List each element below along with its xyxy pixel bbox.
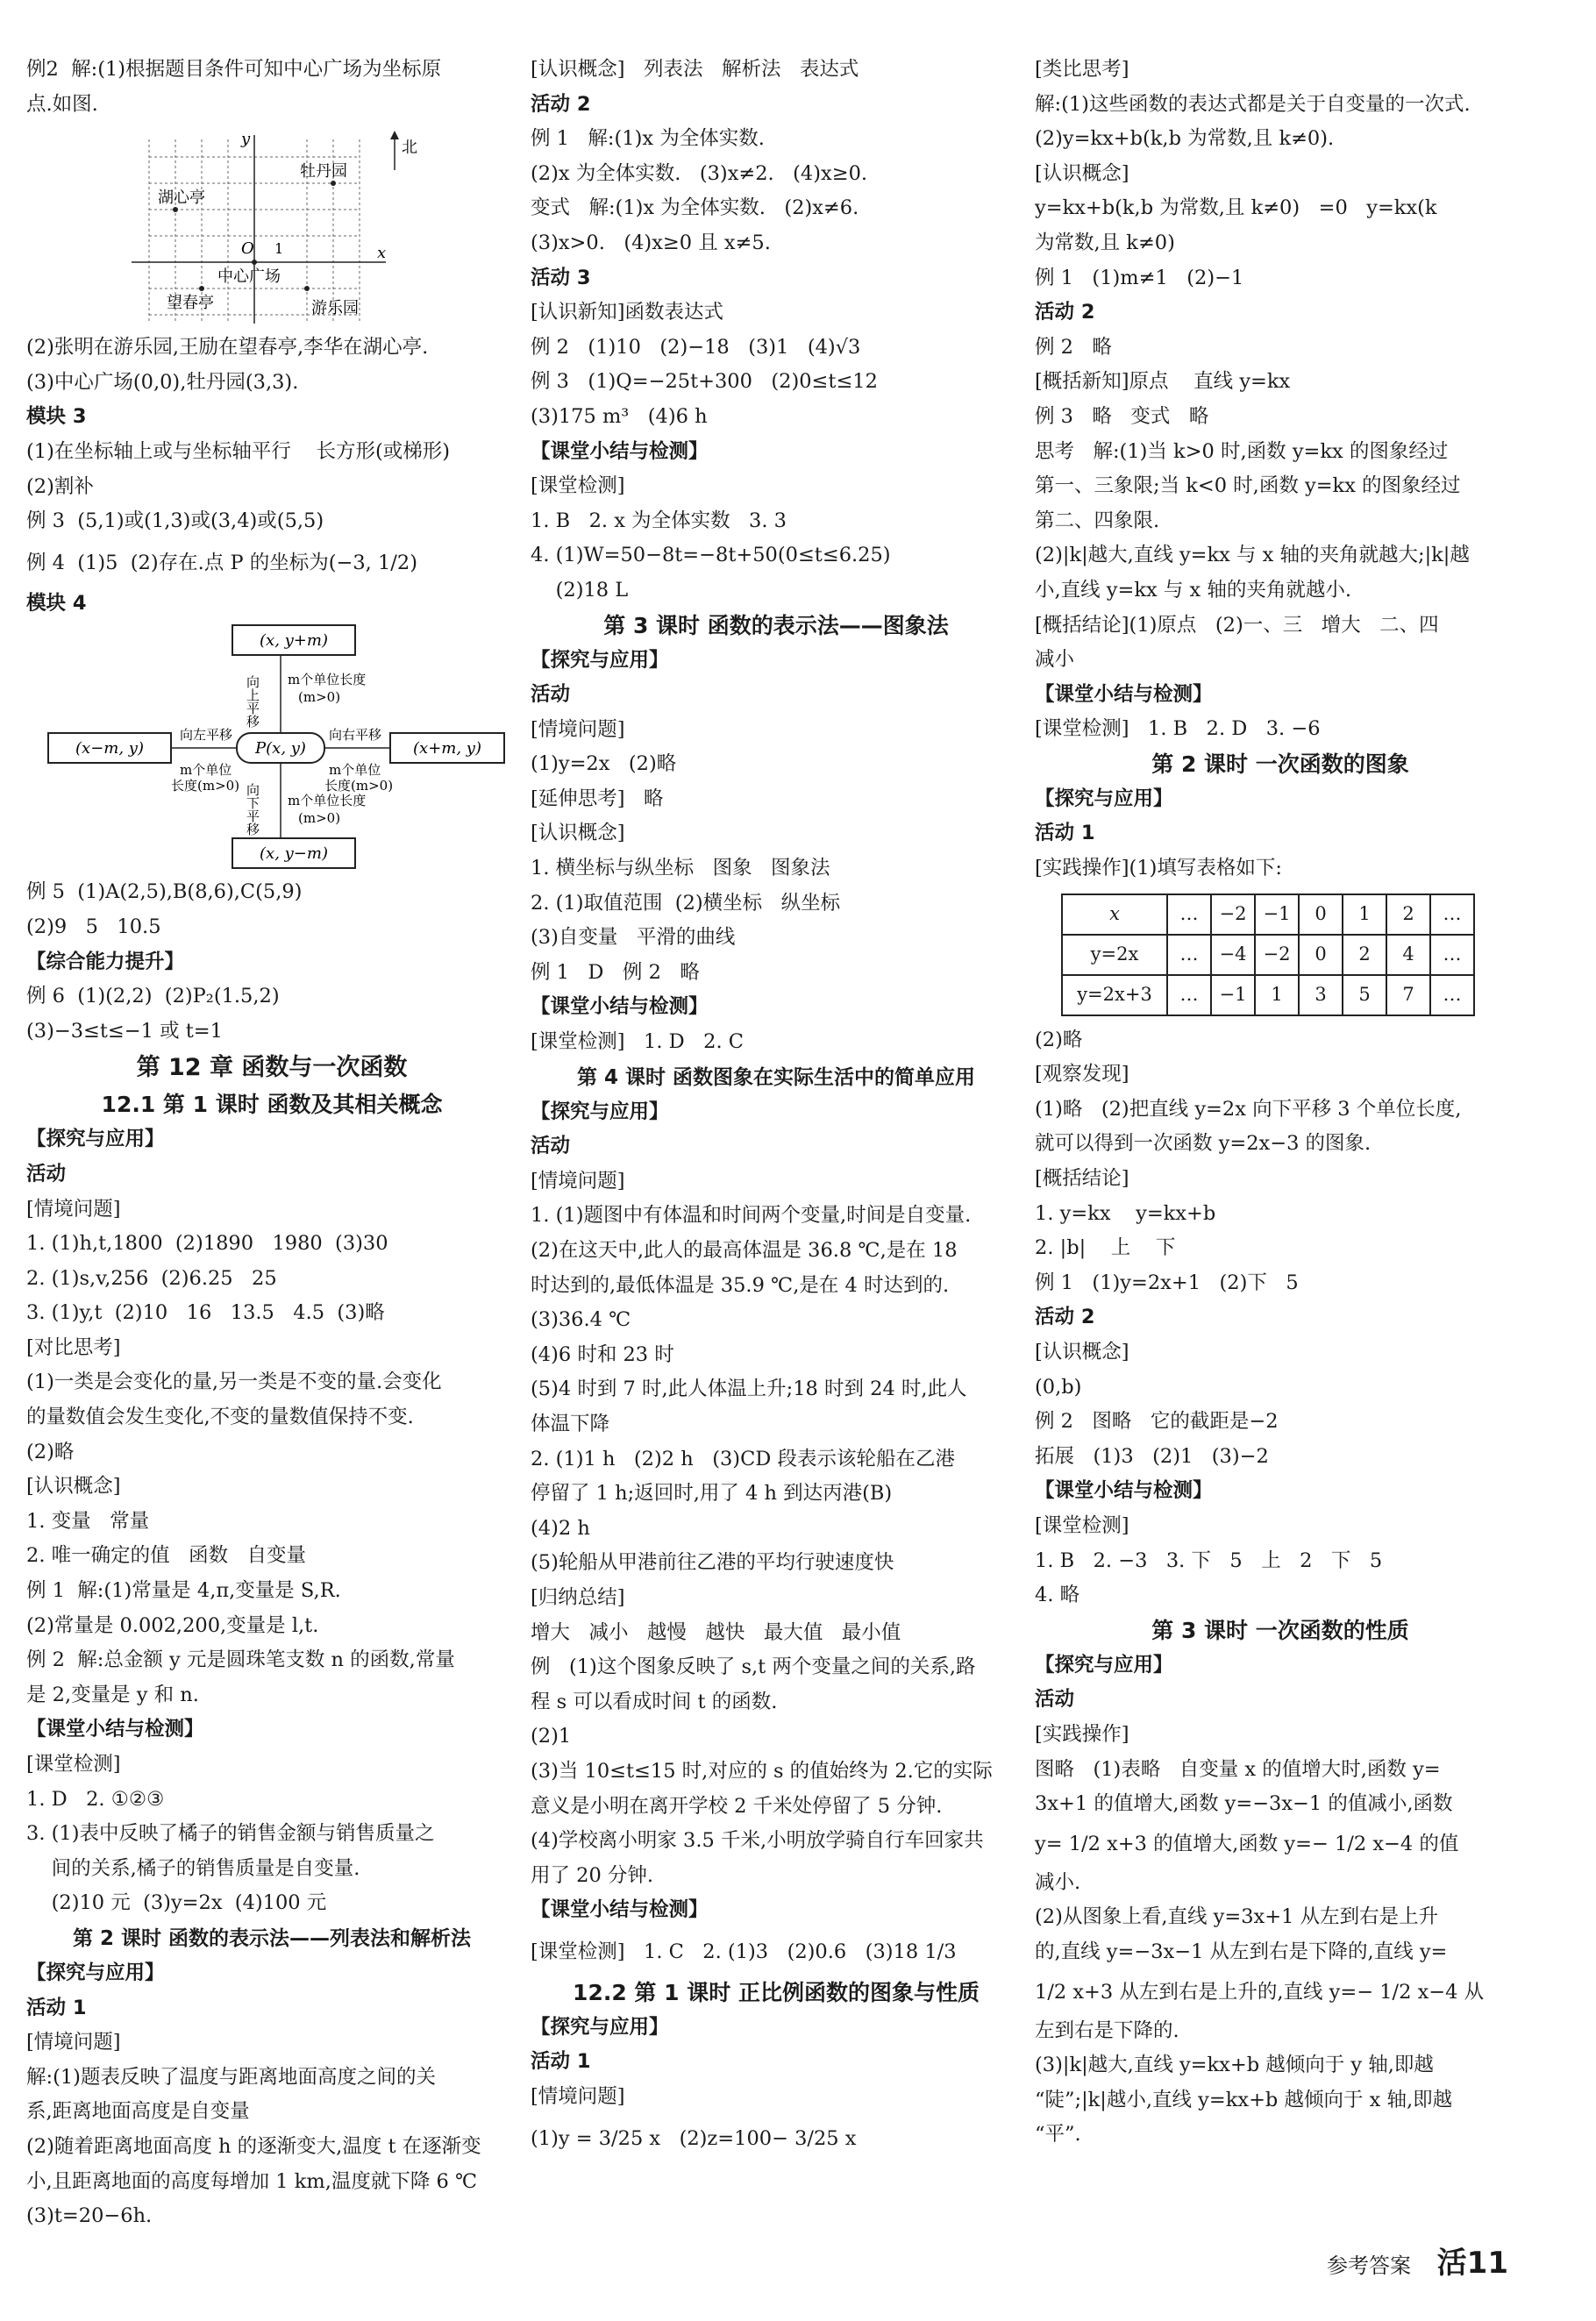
- table-cell: 1: [1255, 975, 1299, 1015]
- text-line: 点.如图.: [26, 92, 98, 116]
- text-line: (2)割补: [26, 474, 94, 498]
- text-line: (5)轮船从甲港前往乙港的平均行驶速度快: [531, 1551, 894, 1575]
- table-cell: −2: [1255, 935, 1299, 975]
- text-line: [情境问题]: [531, 717, 625, 741]
- north-label: 北: [402, 139, 417, 158]
- text-line: 例 1 解:(1)x 为全体实数.: [531, 127, 765, 151]
- svg-text:(x, y+m): (x, y+m): [260, 631, 328, 651]
- svg-text:m个单位长度: m个单位长度: [288, 793, 367, 809]
- section-label: 活动 2: [531, 92, 591, 116]
- text-line: [课堂检测]: [26, 1753, 121, 1776]
- text-line: [情境问题]: [531, 2085, 625, 2109]
- text-line: 用了 20 分钟.: [531, 1863, 654, 1887]
- section-label: 【探究与应用】: [531, 1100, 669, 1123]
- text-line: 例 2 (1)10 (2)−18 (3)1 (4)√3: [531, 335, 861, 359]
- svg-text:长度(m>0): 长度(m>0): [171, 778, 240, 794]
- text-line: 3. (1)表中反映了橘子的销售金额与销售质量之: [26, 1822, 435, 1846]
- text-line: “平”.: [1035, 2123, 1081, 2147]
- text-line: 2. |b| 上 下: [1035, 1236, 1176, 1260]
- section-label: 【探究与应用】: [26, 1128, 165, 1151]
- text-line: (2)x 为全体实数. (3)x≠2. (4)x≥0.: [531, 161, 868, 185]
- text-line: [课堂检测] 1. B 2. D 3. −6: [1035, 717, 1321, 741]
- text-line: (1)略 (2)把直线 y=2x 向下平移 3 个单位长度,: [1035, 1097, 1462, 1121]
- text-line: 例 (1)这个图象反映了 s,t 两个变量之间的关系,路: [531, 1655, 976, 1679]
- svg-text:(x−m, y): (x−m, y): [75, 739, 144, 758]
- text-line: y=kx+b(k,b 为常数,且 k≠0) =0 y=kx(k: [1035, 196, 1437, 220]
- table-cell: …: [1430, 935, 1474, 975]
- text-line: [延伸思考] 略: [531, 787, 664, 810]
- table-row: [1062, 935, 1474, 975]
- text-line: 间的关系,橘子的销售质量是自变量.: [26, 1856, 360, 1880]
- section-label: 【探究与应用】: [26, 1961, 165, 1984]
- table-cell: …: [1430, 894, 1474, 935]
- table-cell: …: [1430, 975, 1474, 1015]
- text-line: (0,b): [1035, 1375, 1082, 1399]
- text-line: 解:(1)题表反映了温度与距离地面高度之间的关: [26, 2065, 436, 2089]
- table-cell: 3: [1299, 975, 1343, 1015]
- text-line: 1. 变量 常量: [26, 1509, 150, 1533]
- text-line: (5)4 时到 7 时,此人体温上升;18 时到 24 时,此人: [531, 1378, 967, 1401]
- table-row: [1062, 975, 1474, 1015]
- text-line: 意义是小明在离开学校 2 千米处停留了 5 分钟.: [531, 1794, 943, 1818]
- text-line: [类比思考]: [1035, 58, 1129, 81]
- lesson-heading: 第 2 课时 一次函数的图象: [1151, 751, 1409, 777]
- table-cell: …: [1167, 935, 1211, 975]
- translation-svg: [26, 621, 517, 875]
- text-line: 3x+1 的值增大,函数 y=−3x−1 的值减小,函数: [1035, 1792, 1453, 1816]
- value-table: [1061, 894, 1475, 1016]
- text-line: (3)x>0. (4)x≥0 且 x≠5.: [531, 231, 771, 254]
- text-line: 4. (1)W=50−8t=−8t+50(0≤t≤6.25): [531, 544, 891, 567]
- text-line: (1)y = 3/25 x (2)z=100− 3/25 x: [531, 2126, 857, 2150]
- text-line: 图略 (1)表略 自变量 x 的值增大时,函数 y=: [1035, 1757, 1441, 1781]
- svg-text:m个单位: m个单位: [329, 762, 381, 779]
- text-line: 时达到的,最低体温是 35.9 ℃,是在 4 时达到的.: [531, 1273, 950, 1297]
- table-cell: 5: [1343, 975, 1386, 1015]
- text-line: 例 3 略 变式 略: [1035, 404, 1209, 428]
- section-label: 【综合能力提升】: [26, 950, 185, 973]
- text-line: 例 2 图略 它的截距是−2: [1035, 1410, 1279, 1434]
- text-line: [课堂检测]: [1035, 1513, 1129, 1537]
- lesson-heading: 第 3 课时 函数的表示法——图象法: [603, 612, 949, 638]
- table-cell: −4: [1211, 935, 1255, 975]
- zhongxin-label: 中心广场: [217, 267, 281, 287]
- chapter-heading: 第 12 章 函数与一次函数: [136, 1054, 408, 1082]
- text-line: 例 2 解:总金额 y 元是圆珠笔支数 n 的函数,常量: [26, 1648, 455, 1672]
- text-line: 2. (1)1 h (2)2 h (3)CD 段表示该轮船在乙港: [531, 1447, 955, 1470]
- table-cell: −1: [1211, 975, 1255, 1015]
- text-line: 小,直线 y=kx 与 x 轴的夹角就越小.: [1035, 578, 1351, 602]
- text-line: 1. B 2. x 为全体实数 3. 3: [531, 509, 787, 532]
- text-line: 1. y=kx y=kx+b: [1035, 1201, 1216, 1225]
- text-line: 1. (1)题图中有体温和时间两个变量,时间是自变量.: [531, 1204, 972, 1228]
- huxin-label: 湖心亭: [158, 189, 205, 208]
- text-line: 4. 略: [1035, 1584, 1080, 1607]
- text-line: y= 1/2 x+3 的值增大,函数 y=− 1/2 x−4 的值: [1035, 1832, 1459, 1855]
- text-line: (3)175 m³ (4)6 h: [531, 404, 708, 428]
- svg-text:向右平移: 向右平移: [329, 727, 382, 744]
- text-line: (2)随着距离地面高度 h 的逐渐变大,温度 t 在逐渐变: [26, 2134, 481, 2158]
- text-line: 例 1 解:(1)常量是 4,π,变量是 S,R.: [26, 1579, 341, 1603]
- column-3: [1035, 53, 1526, 2153]
- column-2: [531, 53, 1022, 2162]
- text-line: 体温下降: [531, 1412, 610, 1435]
- text-line: 就可以得到一次函数 y=2x−3 的图象.: [1035, 1132, 1372, 1156]
- text-line: [课堂检测] 1. D 2. C: [531, 1030, 744, 1054]
- text-line: [观察发现]: [1035, 1063, 1129, 1086]
- table-cell: 0: [1299, 894, 1343, 935]
- table-cell: 2: [1343, 935, 1386, 975]
- text-line: [认识概念] 列表法 解析法 表达式: [531, 58, 859, 81]
- section-label: 活动: [531, 683, 571, 707]
- page-footer: [1327, 2239, 1508, 2282]
- text-line: 的量数值会发生变化,不变的量数值保持不变.: [26, 1406, 414, 1429]
- svg-text:向上平移: 向上平移: [245, 675, 260, 729]
- text-line: 为常数,且 k≠0): [1035, 231, 1175, 254]
- text-line: (2)从图象上看,直线 y=3x+1 从左到右是上升: [1035, 1905, 1439, 1929]
- text-line: (3)中心广场(0,0),牡丹园(3,3).: [26, 370, 299, 394]
- text-line: 左到右是下降的.: [1035, 2018, 1179, 2042]
- section-label: 活动 1: [1035, 822, 1095, 845]
- table-cell: x: [1062, 894, 1167, 935]
- text-line: (4)6 时和 23 时: [531, 1342, 674, 1366]
- text-line: “陡”;|k|越小,直线 y=kx+b 越倾向于 x 轴,即越: [1035, 2088, 1453, 2111]
- lesson-heading: 12.2 第 1 课时 正比例函数的图象与性质: [573, 1979, 980, 2005]
- table-cell: 2: [1386, 894, 1430, 935]
- text-line: [认识新知]函数表达式: [531, 301, 724, 324]
- table-cell: 7: [1386, 975, 1430, 1015]
- svg-text:向左平移: 向左平移: [180, 727, 233, 744]
- text-line: (4)2 h: [531, 1516, 590, 1540]
- section-label: 活动 1: [26, 1996, 87, 2019]
- section-label: 【课堂小结与检测】: [531, 1898, 709, 1922]
- text-line: 1. 横坐标与纵坐标 图象 图象法: [531, 857, 830, 880]
- svg-text:m个单位长度: m个单位长度: [288, 672, 367, 688]
- section-label: 【探究与应用】: [1035, 787, 1173, 810]
- section-label: 【探究与应用】: [531, 2015, 669, 2039]
- text-line: (2)略: [26, 1440, 75, 1463]
- text-line: 拓展 (1)3 (2)1 (3)−2: [1035, 1444, 1269, 1468]
- svg-text:P(x, y): P(x, y): [255, 739, 306, 758]
- text-line: (3)−3≤t≤−1 或 t=1: [26, 1019, 223, 1043]
- text-line: (4)学校离小明家 3.5 千米,小明放学骑自行车回家共: [531, 1829, 984, 1853]
- section-label: 活动: [26, 1162, 67, 1185]
- lesson-heading: 第 2 课时 函数的表示法——列表法和解析法: [72, 1926, 472, 1950]
- text-line: (2)18 L: [531, 578, 629, 602]
- text-line: 2. 唯一确定的值 函数 自变量: [26, 1544, 307, 1568]
- text-line: 解:(1)这些函数的表达式都是关于自变量的一次式.: [1035, 92, 1471, 116]
- section-label: 【课堂小结与检测】: [1035, 682, 1213, 706]
- svg-text:(x+m, y): (x+m, y): [413, 739, 481, 758]
- text-line: [认识概念]: [531, 822, 625, 845]
- table-cell: y=2x+3: [1062, 975, 1167, 1015]
- lesson-heading: 第 4 课时 函数图象在实际生活中的简单应用: [576, 1065, 976, 1089]
- table-cell: 1: [1343, 894, 1386, 935]
- text-line: 减小.: [1035, 1870, 1081, 1894]
- svg-text:(m>0): (m>0): [298, 689, 341, 706]
- text-line: 第二、四象限.: [1035, 509, 1160, 532]
- text-line: (2)9 5 10.5: [26, 915, 161, 938]
- text-line: (2)|k|越大,直线 y=kx 与 x 轴的夹角就越大;|k|越: [1035, 544, 1470, 567]
- footer-label: 参考答案: [1327, 2253, 1412, 2278]
- text-line: 例 3 (5,1)或(1,3)或(3,4)或(5,5): [26, 509, 324, 533]
- youle-label: 游乐园: [311, 299, 359, 318]
- svg-text:1: 1: [274, 240, 284, 258]
- text-line: (3)当 10≤t≤15 时,对应的 s 的值始终为 2.它的实际: [531, 1759, 993, 1783]
- text-line: (2)在这天中,此人的最高体温是 36.8 ℃,是在 18: [531, 1239, 958, 1262]
- text-line: 停留了 1 h;返回时,用了 4 h 到达丙港(B): [531, 1482, 893, 1506]
- text-line: (2)常量是 0.002,200,变量是 l,t.: [26, 1613, 319, 1637]
- table-cell: 4: [1386, 935, 1430, 975]
- text-line: 增大 减小 越慢 越快 最大值 最小值: [531, 1620, 901, 1644]
- text-line: 第一、三象限;当 k<0 时,函数 y=kx 的图象经过: [1035, 474, 1461, 498]
- svg-text:O: O: [241, 239, 254, 259]
- text-line: [归纳总结]: [531, 1585, 625, 1609]
- text-line: 是 2,变量是 y 和 n.: [26, 1683, 199, 1706]
- section-label: 模块 4: [26, 591, 87, 615]
- section-label: 活动 2: [1035, 1306, 1095, 1329]
- text-line: [课堂检测] 1. C 2. (1)3 (2)0.6 (3)18 1/3: [531, 1940, 957, 1963]
- text-line: [情境问题]: [26, 1197, 121, 1221]
- text-line: [课堂检测]: [531, 474, 625, 498]
- grid-svg: [26, 122, 417, 331]
- section-label: 【课堂小结与检测】: [1035, 1479, 1213, 1503]
- text-line: 2. (1)取值范围 (2)横坐标 纵坐标: [531, 891, 841, 915]
- svg-text:x: x: [377, 244, 387, 263]
- translation-diagram: [26, 621, 517, 875]
- svg-text:m个单位: m个单位: [180, 762, 232, 779]
- text-line: 1. D 2. ①②③: [26, 1787, 165, 1811]
- text-line: 例 1 (1)m≠1 (2)−1: [1035, 266, 1244, 289]
- text-line: 系,距离地面高度是自变量: [26, 2100, 250, 2124]
- section-label: 【探究与应用】: [1035, 1653, 1173, 1677]
- text-line: 的,直线 y=−3x−1 从左到右是下降的,直线 y=: [1035, 1940, 1448, 1963]
- text-line: 变式 解:(1)x 为全体实数. (2)x≠6.: [531, 196, 859, 220]
- page-number: 活11: [1436, 2246, 1508, 2281]
- text-line: 3. (1)y,t (2)10 16 13.5 4.5 (3)略: [26, 1301, 385, 1325]
- svg-text:y: y: [241, 130, 251, 149]
- text-line: 程 s 可以看成时间 t 的函数.: [531, 1690, 778, 1713]
- text-line: 小,且距离地面的高度每增加 1 km,温度就下降 6 ℃: [26, 2169, 478, 2193]
- text-line: 例2 解:(1)根据题目条件可知中心广场为坐标原: [26, 58, 442, 81]
- text-line: [情境问题]: [26, 2031, 121, 2054]
- table-cell: …: [1167, 975, 1211, 1015]
- text-line: (2)y=kx+b(k,b 为常数,且 k≠0).: [1035, 127, 1335, 151]
- text-line: (3)|k|越大,直线 y=kx+b 越倾向于 y 轴,即越: [1035, 2054, 1434, 2077]
- text-line: 例 3 (1)Q=−25t+300 (2)0≤t≤12: [531, 370, 878, 394]
- section-label: 活动 2: [1035, 301, 1095, 324]
- text-line: [实践操作](1)填写表格如下:: [1035, 857, 1283, 880]
- text-line: 减小: [1035, 648, 1075, 672]
- text-line: [概括结论]: [1035, 1167, 1129, 1191]
- section-label: 活动: [1035, 1688, 1075, 1712]
- text-line: [情境问题]: [531, 1169, 625, 1193]
- text-line: (1)y=2x (2)略: [531, 752, 677, 776]
- text-line: 2. (1)s,v,256 (2)6.25 25: [26, 1266, 277, 1290]
- text-line: [概括新知]原点 直线 y=kx: [1035, 370, 1291, 394]
- text-line: (2)1: [531, 1725, 572, 1748]
- text-line: 例 2 略: [1035, 335, 1112, 359]
- lesson-heading: 12.1 第 1 课时 函数及其相关概念: [101, 1092, 443, 1118]
- svg-text:长度(m>0): 长度(m>0): [324, 778, 394, 794]
- table-cell: y=2x: [1062, 935, 1167, 975]
- text-line: 1. B 2. −3 3. 下 5 上 2 下 5: [1035, 1549, 1383, 1572]
- lesson-heading: 第 3 课时 一次函数的性质: [1151, 1617, 1409, 1643]
- section-label: 【探究与应用】: [531, 648, 669, 672]
- text-line: 1. (1)h,t,1800 (2)1890 1980 (3)30: [26, 1232, 388, 1256]
- text-line: [对比思考]: [26, 1335, 121, 1359]
- text-line: 思考 解:(1)当 k>0 时,函数 y=kx 的图象经过: [1035, 439, 1449, 463]
- text-line: (2)略: [1035, 1028, 1083, 1051]
- section-label: 【课堂小结与检测】: [531, 439, 709, 463]
- wangchun-label: 望春亭: [167, 294, 214, 313]
- text-line: 例 6 (1)(2,2) (2)P₂(1.5,2): [26, 985, 280, 1008]
- text-line: 1/2 x+3 从左到右是上升的,直线 y=− 1/2 x−4 从: [1035, 1980, 1485, 2004]
- coordinate-grid-figure: [26, 122, 517, 331]
- column-1: [26, 53, 517, 2234]
- text-line: [认识概念]: [26, 1475, 121, 1499]
- svg-text:(x, y−m): (x, y−m): [260, 844, 328, 864]
- text-line: (1)一类是会变化的量,另一类是不变的量.会变化: [26, 1371, 442, 1394]
- table-cell: 0: [1299, 935, 1343, 975]
- text-line: 例 1 D 例 2 略: [531, 960, 700, 984]
- table-row: [1062, 894, 1474, 935]
- section-label: 活动 3: [531, 266, 591, 289]
- table-cell: …: [1167, 894, 1211, 935]
- text-line: [认识概念]: [1035, 1341, 1129, 1363]
- section-label: 活动 1: [531, 2050, 591, 2074]
- text-line: [概括结论](1)原点 (2)一、三 增大 二、四: [1035, 613, 1439, 637]
- text-line: (2)张明在游乐园,王励在望春亭,李华在湖心亭.: [26, 336, 429, 360]
- text-line: (3)36.4 ℃: [531, 1308, 631, 1332]
- text-line: (2)10 元 (3)y=2x (4)100 元: [26, 1891, 327, 1915]
- table-cell: −1: [1255, 894, 1299, 935]
- text-line: (3)t=20−6h.: [26, 2204, 153, 2228]
- text-line: [实践操作]: [1035, 1722, 1129, 1746]
- text-line: 例 4 (1)5 (2)存在.点 P 的坐标为(−3, 1/2): [26, 551, 417, 574]
- mudan-label: 牡丹园: [300, 162, 347, 182]
- text-line: (3)自变量 平滑的曲线: [531, 926, 736, 950]
- section-label: 【课堂小结与检测】: [26, 1718, 204, 1741]
- section-label: 活动: [531, 1135, 571, 1158]
- svg-text:(m>0): (m>0): [298, 810, 341, 827]
- text-line: 例 1 (1)y=2x+1 (2)下 5: [1035, 1271, 1299, 1294]
- text-line: 例 5 (1)A(2,5),B(8,6),C(5,9): [26, 880, 303, 904]
- section-label: 模块 3: [26, 405, 87, 429]
- text-line: (1)在坐标轴上或与坐标轴平行 长方形(或梯形): [26, 439, 451, 463]
- svg-text:向下平移: 向下平移: [245, 783, 260, 837]
- section-label: 【课堂小结与检测】: [531, 995, 709, 1019]
- table-cell: −2: [1211, 894, 1255, 935]
- text-line: [认识概念]: [1035, 161, 1129, 185]
